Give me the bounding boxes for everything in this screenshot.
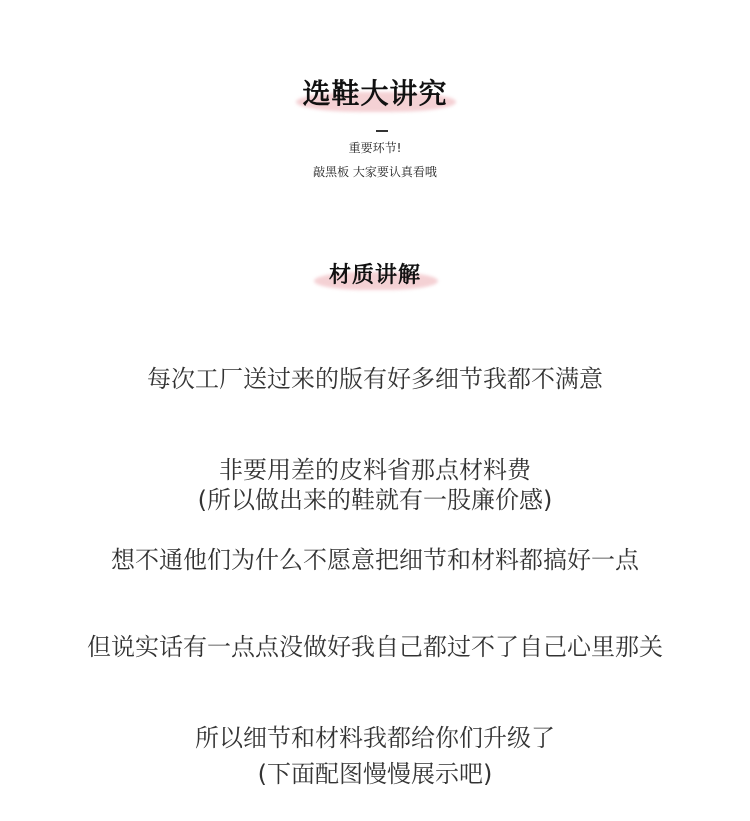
section-title-material: 材质讲解 — [328, 263, 421, 288]
section-title-shoe-selection: 选鞋大讲究 — [302, 77, 448, 110]
body-line: 想不通他们为什么不愿意把细节和材料都搞好一点 — [111, 546, 639, 574]
subtitle-blackboard: 敲黑板 大家要认真看哦 — [313, 165, 437, 179]
body-line-parenthetical: (下面配图慢慢展示吧) — [257, 760, 493, 788]
subtitle-important: 重要环节! — [348, 141, 402, 155]
body-line: 非要用差的皮料省那点材料费 — [219, 456, 531, 484]
body-line: 所以细节和材料我都给你们升级了 — [195, 724, 555, 752]
body-line: 每次工厂送过来的版有好多细节我都不满意 — [147, 365, 603, 393]
divider-dash — [376, 130, 388, 132]
body-line: 但说实话有一点点没做好我自己都过不了自己心里那关 — [87, 633, 663, 661]
body-line-parenthetical: (所以做出来的鞋就有一股廉价感) — [197, 486, 553, 514]
